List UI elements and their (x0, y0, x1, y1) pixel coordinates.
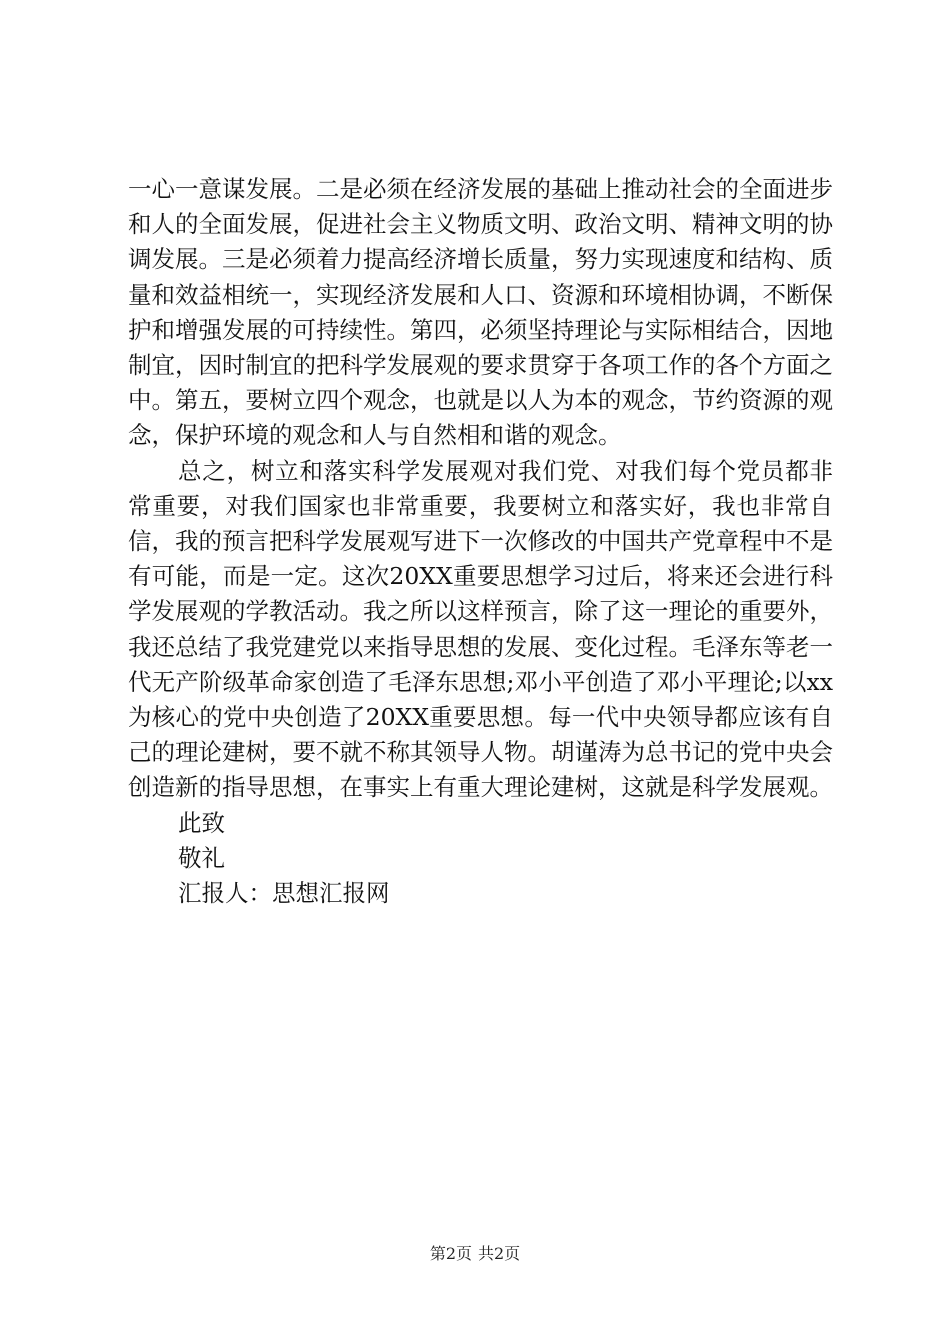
paragraph-conclusion: 总之，树立和落实科学发展观对我们党、对我们每个党员都非常重要，对我们国家也非常重要，我要树立和落实好，我也非常自信，我的预言把科学发展观写进下一次修改的中国共产党章程中不是有可能，而是一定。这次20XX重要思想学习过后，将来还会进行科学发展观的学教活动。我之所以这样预言，除了这一理论的重要外，我还总结了我党建党以来指导思想的发展、变化过程。毛泽东等老一代无产阶级革命家创造了毛泽东思想;邓小平创造了邓小平理论;以xx为核心的党中央创造了20XX重要思想。每一代中央领导都应该有自己的理论建树，要不就不称其领导人物。胡谨涛为总书记的党中央会创造新的指导思想，在事实上有重大理论建树，这就是科学发展观。 (128, 456, 833, 802)
document-body (128, 172, 833, 911)
closing-salutation-1: 此致 (178, 808, 225, 837)
page-number-total: 共2页 (478, 1244, 521, 1263)
signature-line: 汇报人：思想汇报网 (178, 879, 390, 908)
closing-salutation-2: 敬礼 (178, 843, 225, 872)
paragraph-continuation: 一心一意谋发展。二是必须在经济发展的基础上推动社会的全面进步和人的全面发展，促进社会主义物质文明、政治文明、精神文明的协调发展。三是必须着力提高经济增长质量，努力实现速度和结构、质量和效益相统一，实现经济发展和人口、资源和环境相协调，不断保护和增强发展的可持续性。第四，必须坚持理论与实际相结合，因地制宜，因时制宜的把科学发展观的要求贯穿于各项工作的各个方面之中。第五，要树立四个观念，也就是以人为本的观念，节约资源的观念，保护环境的观念和人与自然相和谐的观念。 (128, 175, 833, 450)
page-number-current: 第2页 (429, 1244, 472, 1263)
page-footer (0, 1243, 950, 1265)
